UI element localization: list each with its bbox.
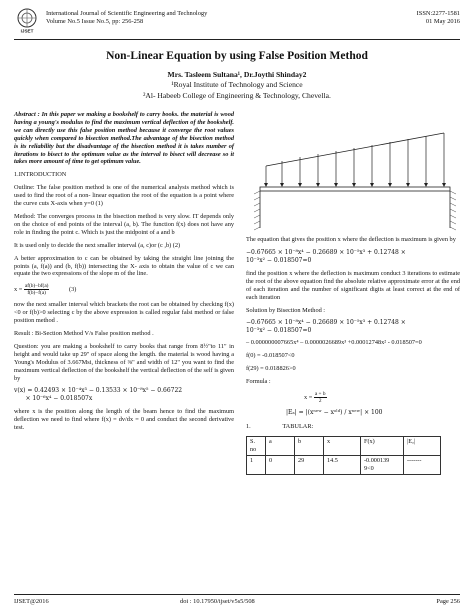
left-column [14,111,234,437]
derivative-equation-1: −0.67665 × 10⁻⁸x⁴ − 0.26689 × 10⁻⁵x³ + 0.12748 × [246,248,406,256]
page-number: Page 256 [436,598,460,605]
now-paragraph: now the next smaller interval which brackets the root can be obtained by checking f(x)<0 or f(b)>0 selecting c by the above expression is called regular falsi method or false position method . [14,301,234,325]
affiliation-2: ²Al- Habeeb College of Engineering & Technology, Chevella. [143,91,331,100]
svg-text:IJSET: IJSET [20,28,34,33]
formula-heading: Formula : [246,378,271,386]
approx-paragraph: A better approximation to c can be obtained by taking the straight line joining the points (a, f(a)) and (b, f(b)) intersecting the X- axis to obtain the value of c we can equate the two expressions of the slope m of the line. [14,254,234,278]
footer-rule [14,594,460,595]
load-arrows [266,133,444,186]
footer-left: IJSET@2016 [14,598,49,605]
deflection-equation-2: × 10⁻⁶x⁴ − 0.018507x [14,395,93,403]
bookshelf-beam-figure [254,128,458,232]
midpoint-formula: x = $\frac{a + b}{2}$ [304,391,326,405]
issue-date: 01 May 2016 [425,18,460,25]
right-column [246,236,460,475]
derivative-equation-2: 10⁻³x² − 0.018507=0 [246,256,312,264]
table-header-row: S. no a b x F(x) |Eₐ| [247,436,441,455]
f0-value: f(0) = -0.018507<0 [246,352,295,360]
decide-paragraph: It is used only to decide the next smaller interval (a, c)or (c ,b) (2) [14,241,181,249]
where-paragraph: where x is the position along the length of the beam hence to find the maximum deflection we need to find where f(x) = dv/dx = 0 and conduct the second derivative test. [14,408,234,432]
footer-doi: doi : 10.17950/ijset/v5s5/508 [180,598,255,605]
results-table [246,436,441,475]
beam [260,187,450,191]
equation-intro: The equation that gives the position x where the deflection is maximum is given by [246,236,456,243]
table-row: 1 0 29 14.5 -0.000139 9<0 ------- [247,455,441,474]
intro-paragraph: Outline: The false position method is one of the numerical analysis method which is used to find the root of a non- linear equation the root of the equation is a point where the curve cuts X-axis when y=0 (1) [14,184,234,208]
solution-heading: Solution by Bisection Method : [246,306,326,314]
question-paragraph: Question: you are making a bookshelf to carry books that range from 8½"to 11" in height and would take up 29" of space along the length. the material is wood having a Young's Modulus of 3.667Msi, thickness of ⅜" and width of 12" you want to find the maximum vertical deflection of the bookshelf the vertical deflection of the self is given by [14,342,234,382]
intro-heading: 1.INTRODUCTION [14,171,67,179]
bisection-equation-1: −0.67665 × 10⁻⁸x⁴ − 0.26689 × 10⁻⁵x³ + 0.12748 × [246,319,406,327]
method-paragraph: Method: The converges process in the bisection method is very slow. IT depends only on the choice of end points of the interval (a, b). The function f(x) does not have any role in finding the point c. Which is just the midpoint of a and b [14,212,234,236]
false-position-formula: x = $\frac{af(b)-bf(a)}{f(b)-f(a)}$ (3) [14,283,77,297]
formula-fraction: $\frac{af(b)-bf(a)}{f(b)-f(a)}$ [24,283,49,297]
affiliation-1: ¹Royal Institute of Technology and Science [171,80,303,89]
bisection-equation-2: 10⁻³x² − 0.018507=0 [246,327,312,335]
author-names: Mrs. Tasleem Sultana¹, Dr.Joythi Shinday2 [167,70,307,79]
result-line: Result : Bi-Section Method V/s False position method . [14,330,154,338]
abstract: Abstract : In this paper we making a bookshelf to carry books. the material is wood having a young's modulus to find the maximum vertical deflection of the bookshelf. we can directly use this false position method because it converge the root values quickly when compared to bisection method.The advantage of the bisection method is its reliability but the disadvantage of the bisection method it is takes number of iterations to bisect to the optimum value as the interval to bisect will decrease so it takes more amount of time to get optimum value. [14,111,234,166]
expanded-equation: – 0.000000007665x⁴ – 0.0000026689x³ +0.00012748x² - 0.018507=0 [246,339,422,347]
find-paragraph: find the position x where the deflection is maximum conduct 3 iterations to estimate the root of the above equation find the absolute relative approximate error at the end of each iteration and the number of significant digits at least correct at the end of each iteration [246,269,460,301]
journal-volume: Volume No.5 Issue No.5, pp: 256-258 [46,18,144,25]
error-formula: |Eₐ| = |(xⁿᵉʷ − xᵒˡᵈ) / xⁿᵉʷ| × 100 [286,409,383,417]
header-rule [14,39,460,40]
journal-header [14,7,460,37]
ijset-logo [14,7,40,33]
tabular-heading: 1. TABULAR: [246,423,314,431]
f29-value: f(29) = 0.018826>0 [246,365,296,373]
paper-title: Non-Linear Equation by using False Position Method [106,50,368,62]
deflection-equation-1: v(x) = 0.42493 × 10⁻⁴x³ − 0.13533 × 10⁻⁸x⁵ − 0.66722 [14,387,183,395]
journal-name: International Journal of Scientific Engineering and Technology [46,10,208,17]
issn: ISSN:2277-1581 [416,10,460,17]
